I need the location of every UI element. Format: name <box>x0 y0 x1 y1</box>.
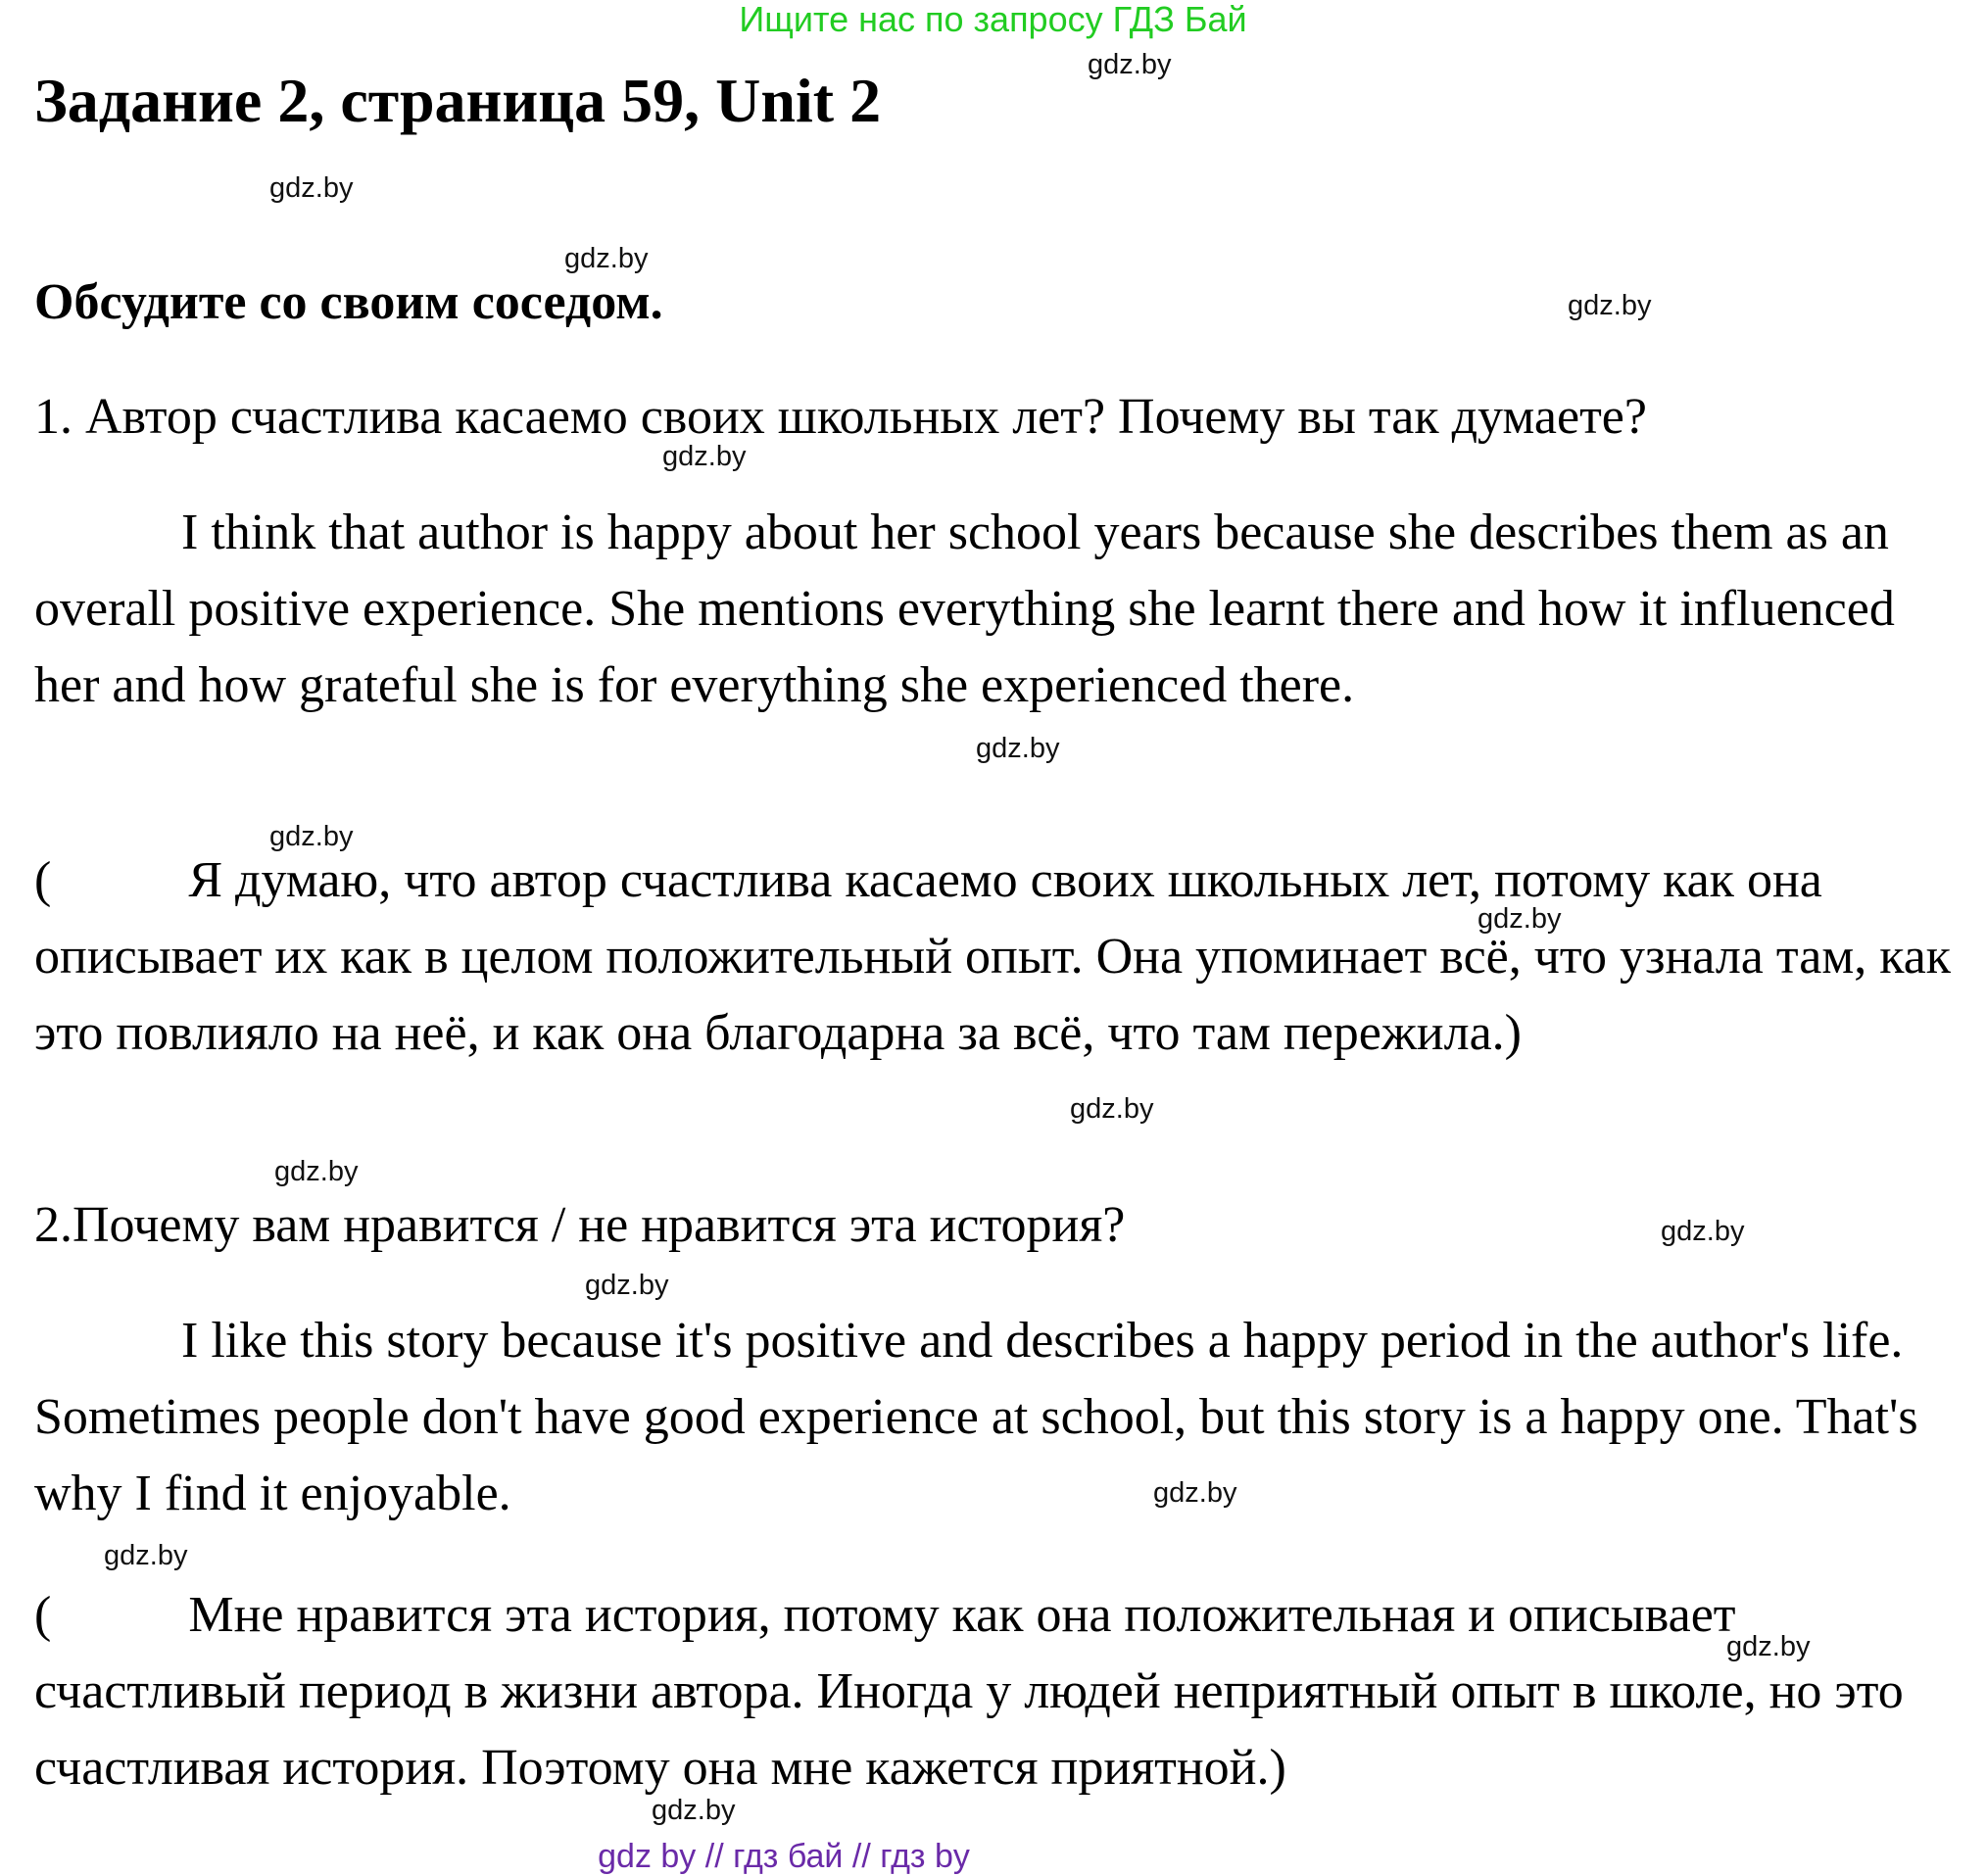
answer-2-english-text: I like this story because it's positive and describes a happy period in the author's life. Sometimes people don't have good experience at school, but this story is a happy one. That's why I find it enjoyable. <box>34 1313 1918 1521</box>
watermark: gdz.by <box>976 733 1060 764</box>
watermark: gdz.by <box>1070 1093 1154 1125</box>
search-banner: Ищите нас по запросу ГДЗ Бай <box>739 0 1247 39</box>
watermark: gdz.by <box>585 1270 669 1301</box>
watermark: gdz.by <box>274 1156 359 1187</box>
answer-1-russian-text: Я думаю, что автор счастлива касаемо своих школьных лет, потому как она описывает их как в целом положительный опыт. Она упоминает всё, что узнала там, как это повлияло на неё, и как она благодарна за всё, что там пережила.) <box>34 852 1952 1061</box>
watermark: gdz.by <box>1568 290 1652 321</box>
watermark: gdz.by <box>104 1540 188 1571</box>
watermark: gdz.by <box>1661 1216 1745 1247</box>
watermark: gdz.by <box>1088 49 1172 80</box>
watermark: gdz.by <box>1726 1631 1811 1662</box>
answer-2-english <box>34 1303 1969 1532</box>
open-paren: ( <box>34 852 52 908</box>
answer-1-english <box>34 495 1969 724</box>
watermark: gdz.by <box>652 1795 736 1826</box>
footer-watermark: gdz by // гдз бай // гдз by <box>598 1838 970 1875</box>
answer-1-russian <box>34 842 1969 1072</box>
question-1: 1. Автор счастлива касаемо своих школьных лет? Почему вы так думаете? <box>34 389 1647 445</box>
page-title: Задание 2, страница 59, Unit 2 <box>34 66 882 135</box>
watermark: gdz.by <box>269 821 354 852</box>
watermark: gdz.by <box>269 172 354 204</box>
task-instruction: Обсудите со своим соседом. <box>34 274 663 330</box>
watermark: gdz.by <box>1153 1477 1237 1509</box>
open-paren: ( <box>34 1587 52 1643</box>
watermark: gdz.by <box>564 243 649 274</box>
answer-2-russian <box>34 1577 1969 1806</box>
question-2: 2.Почему вам нравится / не нравится эта история? <box>34 1197 1126 1253</box>
answer-1-english-text: I think that author is happy about her school years because she describes them as an overall positive experience. She mentions everything she learnt there and how it influenced her and how grateful she is for everything she experienced there. <box>34 505 1895 713</box>
watermark: gdz.by <box>662 441 747 472</box>
answer-2-russian-text: Мне нравится эта история, потому как она положительная и описывает счастливый период в жизни автора. Иногда у людей неприятный опыт в школе, но это счастливая история. Поэтому она мне кажется приятной.) <box>34 1587 1904 1796</box>
watermark: gdz.by <box>1477 903 1562 935</box>
